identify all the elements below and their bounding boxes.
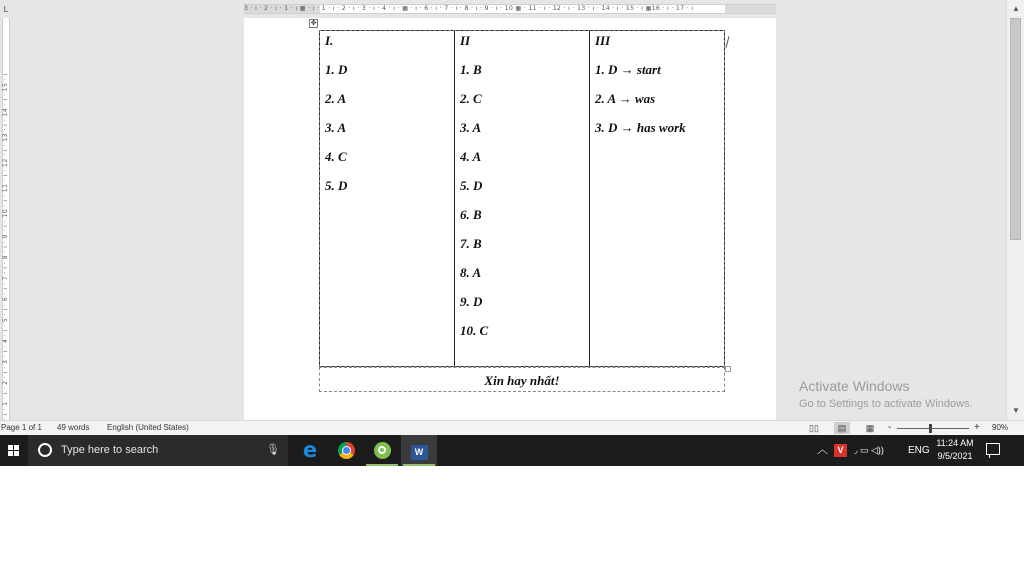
action-center-icon[interactable] <box>986 443 1000 455</box>
answer-item: 4. C <box>325 149 347 164</box>
word-taskbar-button[interactable] <box>401 435 437 466</box>
input-language[interactable]: ENG <box>908 445 930 456</box>
zoom-in-button[interactable]: + <box>974 422 980 433</box>
answer-item: 10. C <box>460 323 489 338</box>
answer-item: 4. A <box>460 149 482 164</box>
print-layout-icon[interactable]: ▤ <box>834 422 850 434</box>
activate-windows-watermark <box>799 378 973 411</box>
green-app-icon <box>374 442 391 459</box>
answer-item: 7. B <box>460 236 482 251</box>
windows-taskbar <box>0 435 1024 466</box>
taskbar-search-box[interactable] <box>28 435 288 466</box>
clock-time: 11:24 AM <box>936 438 974 448</box>
answer-item: 6. B <box>460 207 482 222</box>
antivirus-tray-icon[interactable]: V <box>834 444 847 457</box>
show-hidden-icons-chevron-icon[interactable]: ︿ <box>817 444 828 456</box>
scroll-down-arrow-icon[interactable]: ▼ <box>1012 406 1020 415</box>
status-bar <box>0 420 1024 435</box>
web-layout-icon[interactable]: ▦ <box>865 423 875 433</box>
answer-item: 3. A <box>325 120 347 135</box>
column-header: II <box>460 33 471 48</box>
tab-selector[interactable]: L <box>3 5 9 14</box>
answer-item: 3. D → has work <box>595 120 686 135</box>
table-move-handle-icon[interactable]: ✥ <box>310 20 317 27</box>
vertical-scrollbar[interactable] <box>1006 0 1024 420</box>
watermark-subtitle: Go to Settings to activate Windows. <box>799 398 973 410</box>
horizontal-ruler[interactable] <box>0 0 1006 18</box>
green-app-taskbar-button[interactable] <box>364 435 400 466</box>
chrome-icon <box>338 442 355 459</box>
answer-item: 1. D → start <box>595 62 661 77</box>
page-count[interactable]: Page 1 of 1 <box>1 423 42 432</box>
answer-item: 5. D <box>325 178 348 193</box>
answer-table[interactable] <box>319 30 725 367</box>
answer-item: 8. A <box>460 265 482 280</box>
edge-taskbar-button[interactable] <box>292 435 328 466</box>
table-cell-col-2[interactable] <box>455 31 590 367</box>
start-button[interactable] <box>0 435 28 466</box>
taskbar-clock[interactable] <box>930 437 980 463</box>
table-cell-col-1[interactable] <box>320 31 455 367</box>
language-indicator[interactable]: English (United States) <box>107 423 189 432</box>
table-resize-handle[interactable] <box>725 366 731 372</box>
answer-item: 5. D <box>460 178 483 193</box>
answer-item: 1. B <box>460 62 482 77</box>
system-tray-icons[interactable]: ◞ ▭ ◁)) <box>854 445 884 455</box>
vertical-ruler-ticks: · ı · 1 · ı · 2 · ı · 3 · ı · 4 · ı · 5 · ı · 6 · ı · 7 · ı · 8 · ı · 9 · ı · 10 · ı · 11 · ı · 12 · ı · 13 · ı · 14 · ı · 15 · ı <box>2 73 9 420</box>
answer-item: 2. C <box>460 91 482 106</box>
answer-item: 1. D <box>325 62 348 77</box>
zoom-slider[interactable] <box>897 428 969 429</box>
zoom-level[interactable]: 90% <box>992 423 1009 432</box>
clock-date: 9/5/2021 <box>937 451 973 461</box>
vertical-ruler[interactable] <box>0 18 12 420</box>
watermark-title: Activate Windows <box>799 378 910 394</box>
answer-item: 9. D <box>460 294 483 309</box>
edge-icon: e <box>302 438 318 462</box>
chrome-taskbar-button[interactable] <box>328 435 364 466</box>
footer-textbox[interactable]: Xin hay nhất! <box>319 367 725 392</box>
answer-item: 2. A <box>325 91 347 106</box>
cortana-icon <box>38 443 52 457</box>
zoom-slider-knob[interactable] <box>929 424 932 433</box>
windows-logo-icon <box>8 445 13 450</box>
ruler-ticks: 3 · ı · 2 · ı · 1 · ı ▦ · ı · 1 · ı · 2 · ı · 3 · ı · 4 · ı · ▦ · ı · 6 · ı · 7 · ı · 8 · ı · 9 · ı · 10 ▦ · 11 · ı · 12 · ı · 13 · ı · 14 · ı · 15 · ı ▦16 · ı · 17 · ı <box>244 5 694 12</box>
word-icon: W <box>411 445 428 460</box>
zoom-out-button[interactable]: - <box>888 422 892 433</box>
scroll-up-arrow-icon[interactable]: ▲ <box>1012 4 1020 13</box>
search-placeholder: Type here to search <box>61 444 159 456</box>
microphone-icon[interactable]: 🎙 <box>266 444 280 456</box>
read-mode-icon[interactable]: ▯▯ <box>809 423 819 433</box>
answer-item: 2. A → was <box>595 91 656 106</box>
table-cell-col-3[interactable] <box>590 31 725 367</box>
column-header: I. <box>325 33 334 48</box>
answer-item: 3. A <box>460 120 482 135</box>
word-count[interactable]: 49 words <box>57 423 90 432</box>
column-header: III <box>595 33 611 48</box>
scrollbar-thumb[interactable] <box>1010 18 1021 240</box>
